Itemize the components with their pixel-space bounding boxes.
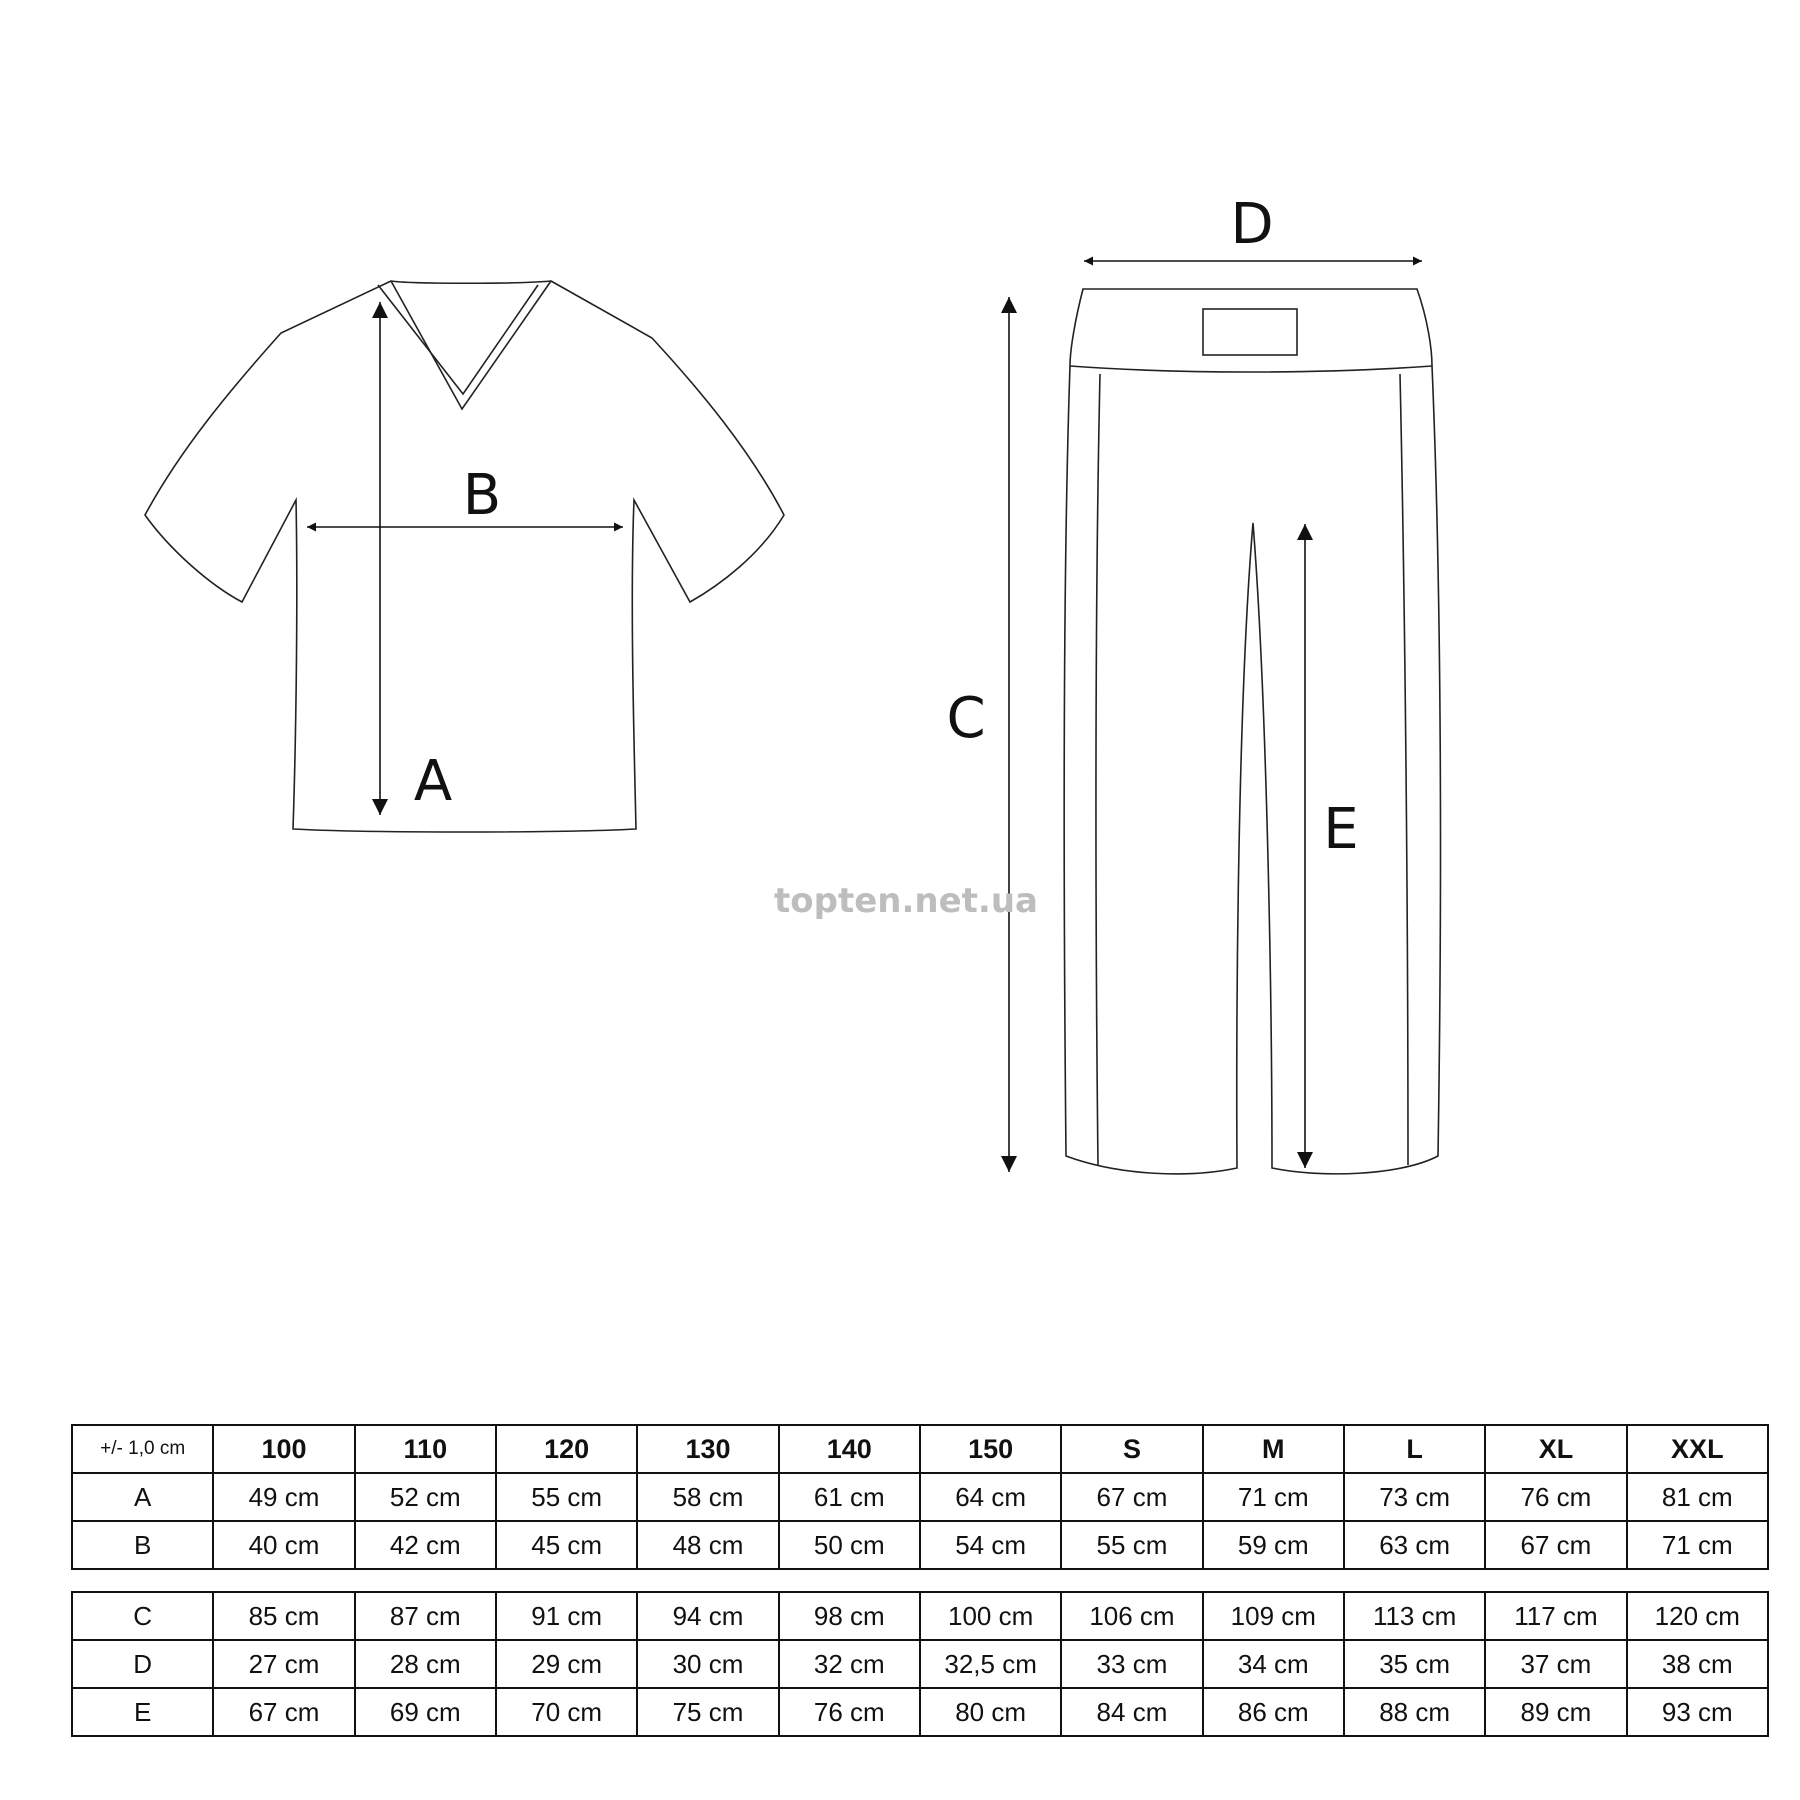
size-header-cell: 140 [779,1425,920,1473]
measurement-value-cell: 94 cm [637,1592,778,1640]
measurement-value-cell: 100 cm [920,1592,1061,1640]
shirt-outline [145,281,784,832]
measurement-value-cell: 117 cm [1485,1592,1626,1640]
measurement-value-cell: 54 cm [920,1521,1061,1569]
measurement-row [72,1688,1768,1736]
measurement-value-cell: 67 cm [1485,1521,1626,1569]
measurement-value-cell: 69 cm [355,1688,496,1736]
measurement-value-cell: 85 cm [213,1592,354,1640]
measurement-value-cell: 84 cm [1061,1688,1202,1736]
measurement-value-cell: 120 cm [1627,1592,1768,1640]
measurement-value-cell: 52 cm [355,1473,496,1521]
measurement-value-cell: 109 cm [1203,1592,1344,1640]
size-header-row [72,1425,1768,1473]
measurement-value-cell: 58 cm [637,1473,778,1521]
measurement-value-cell: 87 cm [355,1592,496,1640]
measurement-value-cell: 80 cm [920,1688,1061,1736]
measurement-value-cell: 32,5 cm [920,1640,1061,1688]
label-d: D [1230,192,1274,257]
measurement-value-cell: 55 cm [1061,1521,1202,1569]
measurement-value-cell: 32 cm [779,1640,920,1688]
size-header-cell: M [1203,1425,1344,1473]
pants-legs [1064,366,1440,1174]
label-c: C [946,686,986,751]
measurement-value-cell: 29 cm [496,1640,637,1688]
label-b: B [462,463,502,528]
pants-waistband [1070,289,1432,372]
measurement-row [72,1473,1768,1521]
size-header-cell: 110 [355,1425,496,1473]
size-header-cell: 120 [496,1425,637,1473]
size-header-cell: 150 [920,1425,1061,1473]
tolerance-cell: +/- 1,0 cm [72,1425,213,1473]
measurement-value-cell: 67 cm [1061,1473,1202,1521]
measurement-label-cell: B [72,1521,213,1569]
measurement-value-cell: 64 cm [920,1473,1061,1521]
measurement-row [72,1521,1768,1569]
measurement-value-cell: 75 cm [637,1688,778,1736]
size-header-cell: XXL [1627,1425,1768,1473]
measurement-value-cell: 93 cm [1627,1688,1768,1736]
measurement-value-cell: 45 cm [496,1521,637,1569]
measurement-value-cell: 33 cm [1061,1640,1202,1688]
measurement-value-cell: 76 cm [1485,1473,1626,1521]
measurement-label-cell: C [72,1592,213,1640]
measurement-value-cell: 63 cm [1344,1521,1485,1569]
size-header-cell: 130 [637,1425,778,1473]
size-table-shirt [71,1424,1769,1570]
measurement-label-cell: E [72,1688,213,1736]
size-header-cell: 100 [213,1425,354,1473]
measurement-value-cell: 48 cm [637,1521,778,1569]
pants-side-stripe-left [1096,374,1100,1165]
measurement-value-cell: 88 cm [1344,1688,1485,1736]
label-e: E [1323,797,1359,862]
measurement-value-cell: 34 cm [1203,1640,1344,1688]
measurement-value-cell: 28 cm [355,1640,496,1688]
measurement-value-cell: 91 cm [496,1592,637,1640]
measurement-value-cell: 71 cm [1627,1521,1768,1569]
measurement-row [72,1640,1768,1688]
measurement-value-cell: 27 cm [213,1640,354,1688]
measurement-value-cell: 73 cm [1344,1473,1485,1521]
measurement-value-cell: 76 cm [779,1688,920,1736]
measurement-value-cell: 49 cm [213,1473,354,1521]
measurement-value-cell: 67 cm [213,1688,354,1736]
measurement-row [72,1592,1768,1640]
measurement-value-cell: 35 cm [1344,1640,1485,1688]
measurement-value-cell: 89 cm [1485,1688,1626,1736]
measurement-value-cell: 86 cm [1203,1688,1344,1736]
measurement-value-cell: 37 cm [1485,1640,1626,1688]
pants-side-stripe-right [1400,374,1408,1165]
size-header-cell: L [1344,1425,1485,1473]
measurement-value-cell: 42 cm [355,1521,496,1569]
measurement-value-cell: 71 cm [1203,1473,1344,1521]
measurement-value-cell: 40 cm [213,1521,354,1569]
size-header-cell: XL [1485,1425,1626,1473]
shirt-body-outline [145,281,784,832]
measurement-value-cell: 61 cm [779,1473,920,1521]
watermark: topten.net.ua [774,881,1038,921]
measurement-value-cell: 70 cm [496,1688,637,1736]
pants-label-tag [1203,309,1297,355]
measurement-value-cell: 98 cm [779,1592,920,1640]
pants-outline [1064,289,1440,1174]
measurement-label-cell: A [72,1473,213,1521]
measurement-value-cell: 59 cm [1203,1521,1344,1569]
measurement-value-cell: 55 cm [496,1473,637,1521]
measurement-value-cell: 38 cm [1627,1640,1768,1688]
measurement-value-cell: 30 cm [637,1640,778,1688]
label-a: A [413,749,453,814]
size-header-cell: S [1061,1425,1202,1473]
measurement-label-cell: D [72,1640,213,1688]
measurement-value-cell: 113 cm [1344,1592,1485,1640]
measurement-value-cell: 50 cm [779,1521,920,1569]
measurement-value-cell: 81 cm [1627,1473,1768,1521]
measurement-value-cell: 106 cm [1061,1592,1202,1640]
size-table-pants [71,1591,1769,1737]
